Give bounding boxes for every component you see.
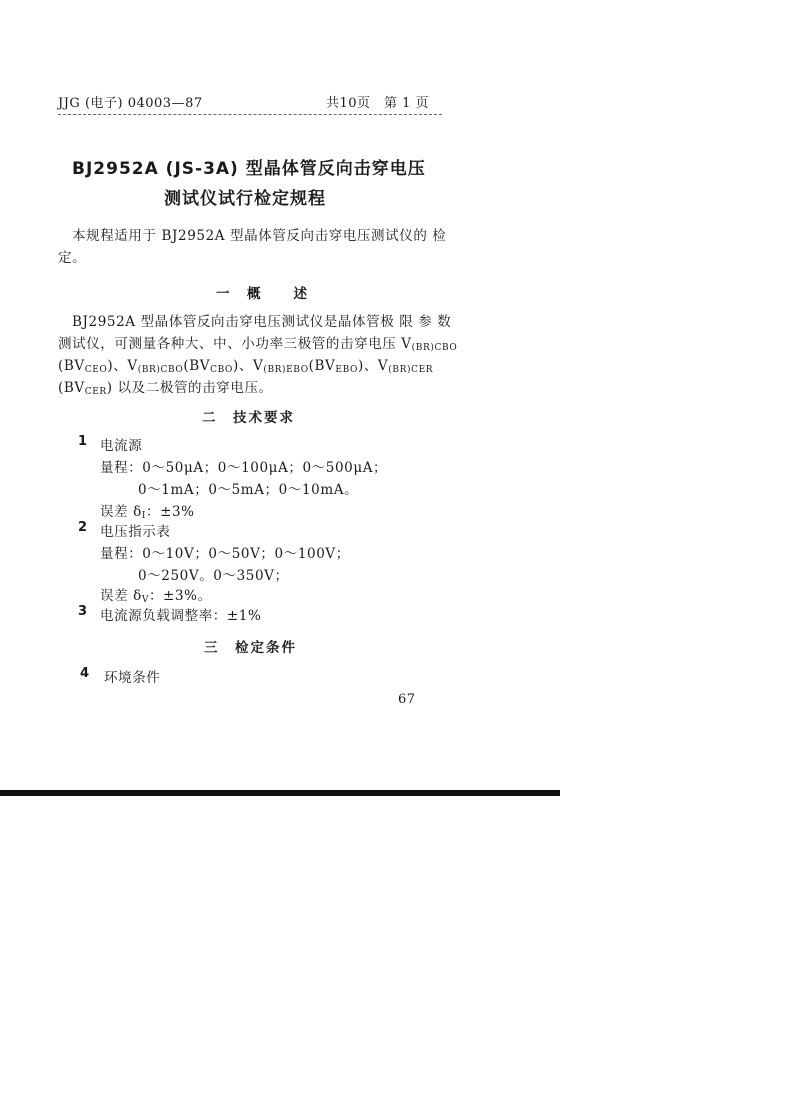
item-1-title: 电流源: [100, 438, 143, 454]
section-heading-tech-req: 二 技术要求: [202, 410, 295, 426]
item-2-title: 电压指示表: [100, 524, 171, 540]
overview-line-4: $(BV_{CER})$ 以及二极管的击穿电压。: [58, 380, 273, 397]
item-4-text: 环境条件: [104, 670, 161, 686]
section-heading-conditions: 三 检定条件: [204, 640, 297, 656]
item-1-error: 误差 $\delta_I$：±3%: [100, 504, 195, 521]
overview-line-1: BJ2952A 型晶体管反向击穿电压测试仪是晶体管极 限 参 数: [72, 314, 452, 330]
title-line-1: BJ2952A (JS-3A) 型晶体管反向击穿电压: [72, 159, 426, 179]
item-3-number: 3: [78, 604, 88, 619]
page-info: 共10页 第 1 页: [326, 96, 430, 111]
item-2-range-2: 0～250V。0～350V；: [138, 568, 289, 584]
page-number: 67: [398, 692, 416, 707]
item-2-range-1: 量程：0～10V；0～50V；0～100V；: [100, 546, 350, 562]
intro-line-2: 定。: [58, 250, 87, 266]
item-1-range-2: 0～1mA；0～5mA；0～10mA。: [138, 482, 359, 498]
item-2-number: 2: [78, 520, 88, 535]
item-2-error: 误差 $\delta_V$：±3%。: [100, 588, 212, 605]
doc-code: JJG (电子) 04003—87: [58, 96, 203, 111]
scan-edge-bar: [0, 790, 560, 796]
item-3-text: 电流源负载调整率：±1%: [100, 608, 262, 624]
intro-line-1: 本规程适用于 BJ2952A 型晶体管反向击穿电压测试仪的 检: [72, 228, 447, 244]
header-rule: [58, 114, 442, 115]
overview-line-2: 测试仪，可测量各种大、中、小功率三极管的击穿电压 $V_{(BR)CBO}$: [58, 336, 458, 353]
section-heading-overview: 一 概 述: [216, 286, 309, 302]
title-line-2: 测试仪试行检定规程: [164, 189, 326, 209]
item-1-number: 1: [78, 434, 88, 449]
item-4-number: 4: [80, 666, 90, 681]
overview-line-3: $(BV_{CEO})$、$V_{(BR)CBO}(BV_{CBO})$、$V_{(BR)EBO}(BV_{EBO})$、$V_{(BR)CER}$: [58, 358, 434, 375]
item-1-range-1: 量程：0～50μA；0～100μA；0～500μA；: [100, 460, 388, 476]
